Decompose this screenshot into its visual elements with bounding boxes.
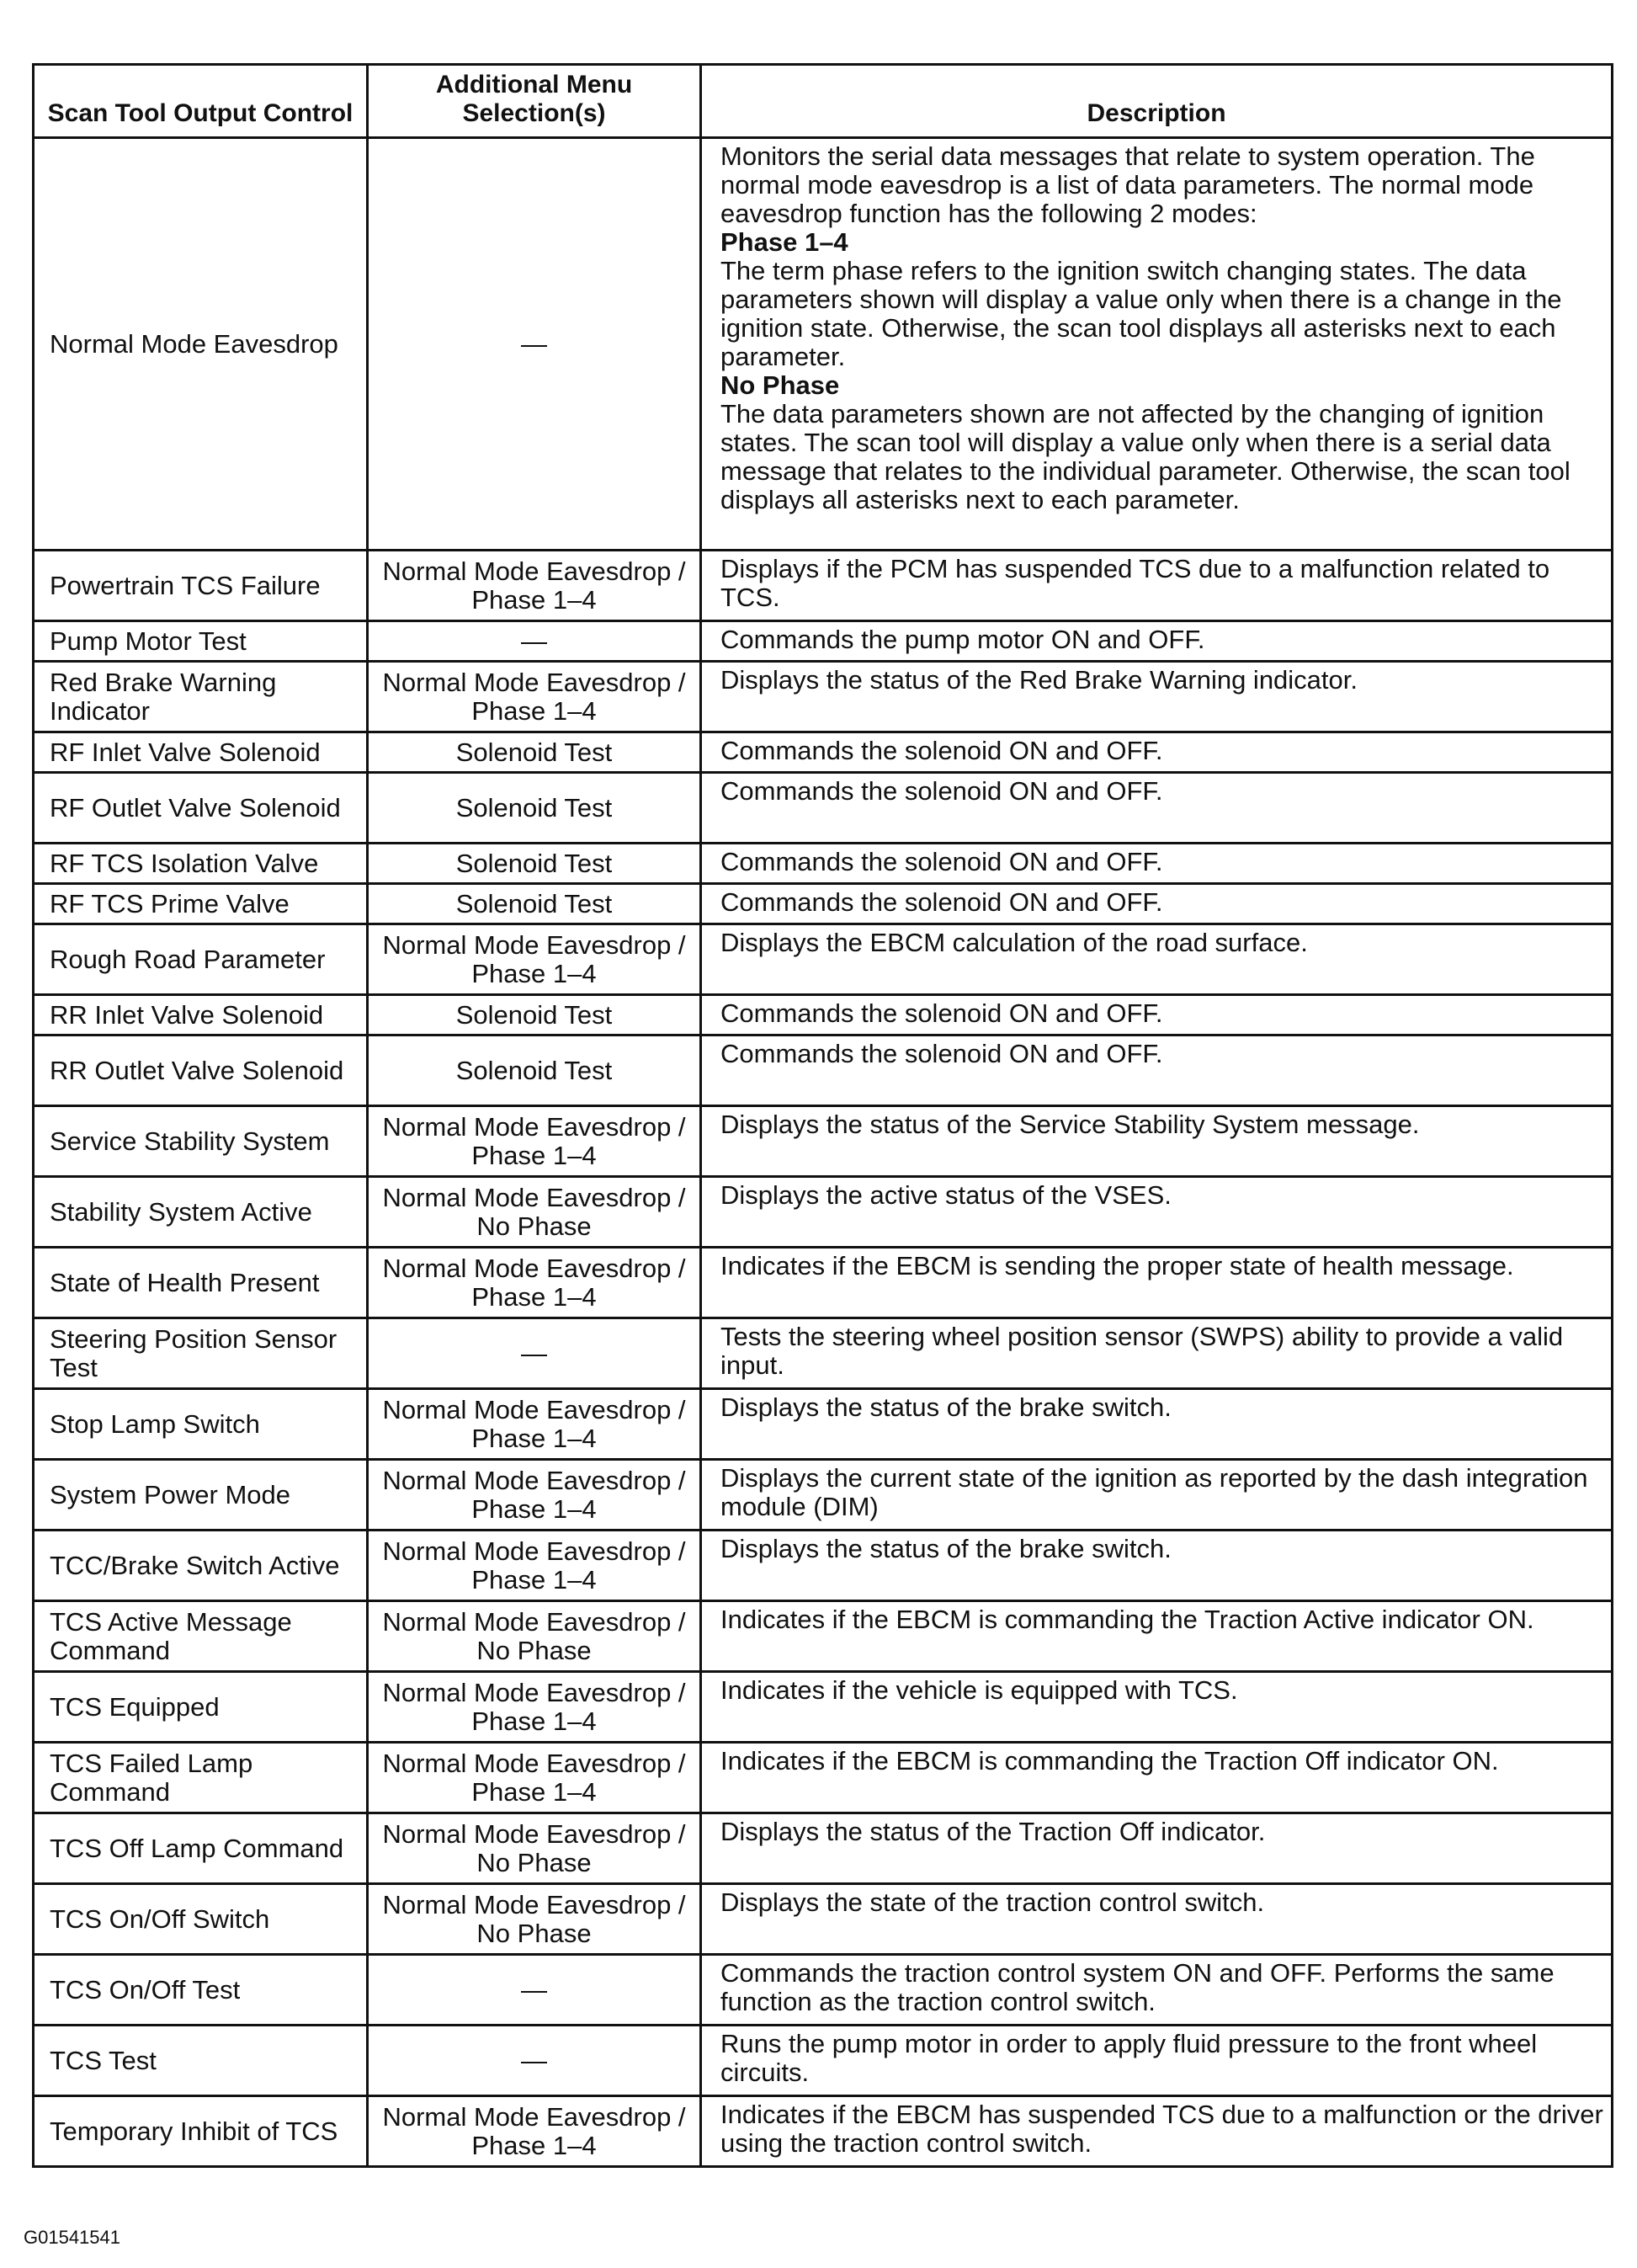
row-description: Displays the active status of the VSES. bbox=[701, 1177, 1613, 1248]
table-row bbox=[34, 1036, 1613, 1106]
row-control: RF Inlet Valve Solenoid bbox=[34, 732, 368, 773]
row-control: TCS Failed Lamp Command bbox=[34, 1743, 368, 1813]
table-header-row bbox=[34, 65, 1613, 138]
row-control: Service Stability System bbox=[34, 1106, 368, 1177]
row-description: Commands the solenoid ON and OFF. bbox=[701, 995, 1613, 1036]
row-control: RF TCS Prime Valve bbox=[34, 884, 368, 924]
row-control: RR Outlet Valve Solenoid bbox=[34, 1036, 368, 1106]
row-menu: — bbox=[368, 2026, 701, 2096]
table-row bbox=[34, 1531, 1613, 1601]
row-control: TCS Test bbox=[34, 2026, 368, 2096]
row-description: Commands the solenoid ON and OFF. bbox=[701, 1036, 1613, 1106]
row-menu: Normal Mode Eavesdrop / Phase 1–4 bbox=[368, 662, 701, 732]
row-control: Temporary Inhibit of TCS bbox=[34, 2096, 368, 2167]
row-control: Rough Road Parameter bbox=[34, 924, 368, 995]
row-description: Displays if the PCM has suspended TCS due to a malfunction related to TCS. bbox=[701, 551, 1613, 621]
table-row bbox=[34, 884, 1613, 924]
row-menu: Normal Mode Eavesdrop / No Phase bbox=[368, 1884, 701, 1955]
row-description: Indicates if the EBCM is commanding the Traction Off indicator ON. bbox=[701, 1743, 1613, 1813]
table-row bbox=[34, 1884, 1613, 1955]
table-row bbox=[34, 995, 1613, 1036]
table-row bbox=[34, 1106, 1613, 1177]
row-description: Commands the solenoid ON and OFF. bbox=[701, 732, 1613, 773]
row-description: Displays the state of the traction control switch. bbox=[701, 1884, 1613, 1955]
row-control: TCS Equipped bbox=[34, 1672, 368, 1743]
row-menu: — bbox=[368, 621, 701, 662]
row-menu: Normal Mode Eavesdrop / Phase 1–4 bbox=[368, 2096, 701, 2167]
phase-text: The term phase refers to the ignition switch changing states. The data parameters shown will display a value only when there is a change in the ignition state. Otherwise, the scan tool displays all asterisks next to each parameter. bbox=[720, 256, 1562, 371]
table-row bbox=[34, 621, 1613, 662]
table-row bbox=[34, 1248, 1613, 1318]
row-control: Pump Motor Test bbox=[34, 621, 368, 662]
table-row bbox=[34, 1672, 1613, 1743]
row-control: Stop Lamp Switch bbox=[34, 1389, 368, 1460]
row-description: Displays the status of the brake switch. bbox=[701, 1389, 1613, 1460]
row-menu: Normal Mode Eavesdrop / No Phase bbox=[368, 1601, 701, 1672]
table-row bbox=[34, 1318, 1613, 1389]
row-control: System Power Mode bbox=[34, 1460, 368, 1531]
row-description: Indicates if the vehicle is equipped with TCS. bbox=[701, 1672, 1613, 1743]
header-description: Description bbox=[701, 65, 1613, 138]
row-control: TCS Active Message Command bbox=[34, 1601, 368, 1672]
row-description: Commands the traction control system ON and OFF. Performs the same function as the traction control switch. bbox=[701, 1955, 1613, 2026]
table-row bbox=[34, 1389, 1613, 1460]
row-control: RR Inlet Valve Solenoid bbox=[34, 995, 368, 1036]
row-control: RF Outlet Valve Solenoid bbox=[34, 773, 368, 844]
row-control: TCS On/Off Test bbox=[34, 1955, 368, 2026]
table-row bbox=[34, 1813, 1613, 1884]
row-menu: Normal Mode Eavesdrop / Phase 1–4 bbox=[368, 551, 701, 621]
row-control: Stability System Active bbox=[34, 1177, 368, 1248]
table-row bbox=[34, 2026, 1613, 2096]
table-row bbox=[34, 1743, 1613, 1813]
row-description: Tests the steering wheel position sensor (SWPS) ability to provide a valid input. bbox=[701, 1318, 1613, 1389]
row-description: Displays the EBCM calculation of the road surface. bbox=[701, 924, 1613, 995]
row-menu: — bbox=[368, 1955, 701, 2026]
row-description: Displays the status of the Traction Off indicator. bbox=[701, 1813, 1613, 1884]
table-row bbox=[34, 1601, 1613, 1672]
row-control: Powertrain TCS Failure bbox=[34, 551, 368, 621]
row-description: Displays the current state of the ignition as reported by the dash integration module (DIM) bbox=[701, 1460, 1613, 1531]
row-description: Displays the status of the Red Brake Warning indicator. bbox=[701, 662, 1613, 732]
table-row bbox=[34, 662, 1613, 732]
row-control: TCS On/Off Switch bbox=[34, 1884, 368, 1955]
row-menu: Normal Mode Eavesdrop / Phase 1–4 bbox=[368, 1248, 701, 1318]
row-menu: Solenoid Test bbox=[368, 884, 701, 924]
row-description: Commands the solenoid ON and OFF. bbox=[701, 773, 1613, 844]
row-menu: Normal Mode Eavesdrop / No Phase bbox=[368, 1813, 701, 1884]
header-additional-menu-selections: Additional Menu Selection(s) bbox=[368, 65, 701, 138]
phase-heading: Phase 1–4 bbox=[720, 227, 848, 257]
row-menu: — bbox=[368, 138, 701, 551]
row-menu: Solenoid Test bbox=[368, 1036, 701, 1106]
row-control: Steering Position Sensor Test bbox=[34, 1318, 368, 1389]
row-menu: Solenoid Test bbox=[368, 844, 701, 884]
row-menu: Solenoid Test bbox=[368, 773, 701, 844]
row-menu: — bbox=[368, 1318, 701, 1389]
row-description: Displays the status of the Service Stability System message. bbox=[701, 1106, 1613, 1177]
row-menu: Normal Mode Eavesdrop / Phase 1–4 bbox=[368, 1743, 701, 1813]
figure-id: G01541541 bbox=[24, 2227, 120, 2248]
table-row bbox=[34, 1955, 1613, 2026]
table-row bbox=[34, 1177, 1613, 1248]
row-control: State of Health Present bbox=[34, 1248, 368, 1318]
table-row bbox=[34, 844, 1613, 884]
row-description: Indicates if the EBCM is sending the proper state of health message. bbox=[701, 1248, 1613, 1318]
row-description: Indicates if the EBCM has suspended TCS due to a malfunction or the driver using the traction control switch. bbox=[701, 2096, 1613, 2167]
table-row bbox=[34, 924, 1613, 995]
table-row bbox=[34, 732, 1613, 773]
row-control: RF TCS Isolation Valve bbox=[34, 844, 368, 884]
table-row bbox=[34, 138, 1613, 551]
row-control: TCC/Brake Switch Active bbox=[34, 1531, 368, 1601]
row-menu: Normal Mode Eavesdrop / Phase 1–4 bbox=[368, 1531, 701, 1601]
no-phase-heading: No Phase bbox=[720, 370, 840, 400]
row-menu: Normal Mode Eavesdrop / Phase 1–4 bbox=[368, 1460, 701, 1531]
row-menu: Normal Mode Eavesdrop / Phase 1–4 bbox=[368, 1106, 701, 1177]
table-row bbox=[34, 773, 1613, 844]
table-row bbox=[34, 1460, 1613, 1531]
row-menu: Normal Mode Eavesdrop / Phase 1–4 bbox=[368, 1389, 701, 1460]
table-row bbox=[34, 551, 1613, 621]
row-menu: Normal Mode Eavesdrop / No Phase bbox=[368, 1177, 701, 1248]
row-description: Displays the status of the brake switch. bbox=[701, 1531, 1613, 1601]
row-description: Indicates if the EBCM is commanding the Traction Active indicator ON. bbox=[701, 1601, 1613, 1672]
row-description: Runs the pump motor in order to apply fluid pressure to the front wheel circuits. bbox=[701, 2026, 1613, 2096]
header-scan-tool-output-control: Scan Tool Output Control bbox=[34, 65, 368, 138]
row-description: Commands the pump motor ON and OFF. bbox=[701, 621, 1613, 662]
row-control: Normal Mode Eavesdrop bbox=[34, 138, 368, 551]
scan-tool-output-table-container bbox=[32, 63, 1611, 2168]
eavesdrop-intro: Monitors the serial data messages that relate to system operation. The normal mode eavesdrop is a list of data parameters. The normal mode eavesdrop function has the following 2 modes: bbox=[720, 141, 1535, 228]
row-menu: Normal Mode Eavesdrop / Phase 1–4 bbox=[368, 924, 701, 995]
row-menu: Solenoid Test bbox=[368, 995, 701, 1036]
row-control: Red Brake Warning Indicator bbox=[34, 662, 368, 732]
row-control: TCS Off Lamp Command bbox=[34, 1813, 368, 1884]
row-description: Commands the solenoid ON and OFF. bbox=[701, 884, 1613, 924]
scan-tool-output-table bbox=[32, 63, 1613, 2168]
row-description: Commands the solenoid ON and OFF. bbox=[701, 844, 1613, 884]
no-phase-text: The data parameters shown are not affected by the changing of ignition states. The scan tool will display a value only when there is a serial data message that relates to the individual parameter. Otherwise, the scan tool displays all asterisks next to each parameter. bbox=[720, 399, 1571, 514]
row-menu: Solenoid Test bbox=[368, 732, 701, 773]
row-description bbox=[701, 138, 1613, 551]
table-row bbox=[34, 2096, 1613, 2167]
row-menu: Normal Mode Eavesdrop / Phase 1–4 bbox=[368, 1672, 701, 1743]
